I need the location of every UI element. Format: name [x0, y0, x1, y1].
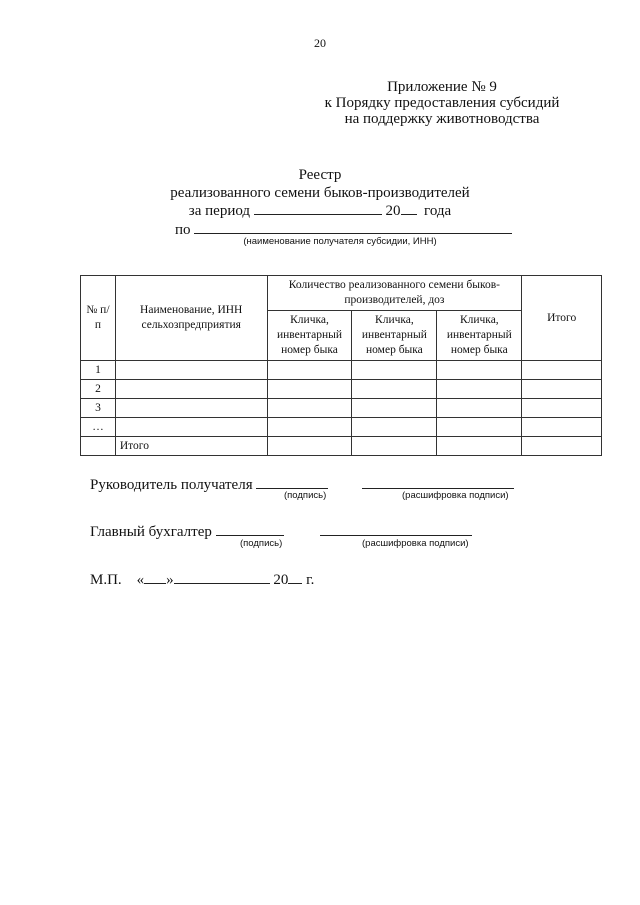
table-cell[interactable]: [267, 399, 352, 418]
accountant-decode-blank[interactable]: [320, 522, 472, 536]
sub-col-header: Кличка, инвентарный номер быка: [437, 311, 522, 361]
period-year: 20: [385, 203, 401, 219]
appendix-line-1: Приложение № 9: [387, 79, 497, 95]
table-cell[interactable]: [437, 361, 522, 380]
date-year-blank[interactable]: [288, 570, 302, 584]
table-cell[interactable]: [352, 380, 437, 399]
table-cell[interactable]: [267, 380, 352, 399]
table-cell[interactable]: [352, 361, 437, 380]
col-name-header: Наименование, ИНН сельхозпредприятия: [115, 276, 267, 361]
title-line-2: реализованного семени быков-производителей: [170, 185, 470, 201]
period-suffix: года: [424, 203, 452, 219]
appendix-line-2: к Порядку предоставления субсидий: [324, 95, 560, 111]
registry-table: [80, 275, 602, 456]
table-cell[interactable]: [522, 418, 602, 437]
head-sign-caption: (подпись): [284, 490, 327, 501]
head-decode-caption: (расшифровка подписи): [402, 490, 509, 501]
table-cell[interactable]: [115, 361, 267, 380]
accountant-decode-caption: (расшифровка подписи): [362, 538, 469, 549]
sub-col-header: Кличка, инвентарный номер быка: [267, 311, 352, 361]
period-line: [0, 201, 640, 220]
head-label: Руководитель получателя: [90, 477, 253, 493]
date-open-quote: «: [136, 572, 145, 588]
total-label: Итого: [115, 437, 267, 456]
table-cell[interactable]: [352, 437, 437, 456]
table-cell[interactable]: [522, 399, 602, 418]
appendix-line-3: на поддержку животноводства: [344, 111, 540, 127]
sub-col-header: Кличка, инвентарный номер быка: [352, 311, 437, 361]
table-cell[interactable]: [437, 380, 522, 399]
page-number: 20: [314, 36, 326, 50]
appendix-header: [282, 79, 602, 127]
date-day-blank[interactable]: [144, 570, 166, 584]
col-group-header: Количество реализованного семени быков-производителей, доз: [267, 276, 522, 311]
table-cell[interactable]: [437, 418, 522, 437]
date-month-blank[interactable]: [174, 570, 270, 584]
table-row: [81, 399, 602, 418]
table-row: [81, 418, 602, 437]
table-cell[interactable]: [522, 437, 602, 456]
table-cell[interactable]: [352, 418, 437, 437]
date-year: 20: [273, 572, 289, 588]
accountant-label: Главный бухгалтер: [90, 524, 212, 540]
recipient-prefix: по: [175, 222, 191, 238]
stamp-label: М.П.: [90, 572, 122, 588]
table-cell[interactable]: [115, 418, 267, 437]
table-row: [81, 361, 602, 380]
col-total-header: Итого: [522, 276, 602, 361]
accountant-sign-caption: (подпись): [240, 538, 283, 549]
row-number: …: [81, 418, 116, 437]
table-cell[interactable]: [115, 399, 267, 418]
table-cell[interactable]: [115, 380, 267, 399]
stamp-date-row: [90, 570, 314, 589]
table-row: [81, 380, 602, 399]
recipient-caption: (наименование получателя субсидии, ИНН): [243, 236, 437, 247]
head-decode-blank[interactable]: [362, 475, 514, 489]
table-cell[interactable]: [522, 380, 602, 399]
table-cell[interactable]: [267, 418, 352, 437]
date-suffix: г.: [306, 572, 315, 588]
row-number: 1: [81, 361, 116, 380]
period-year-blank[interactable]: [401, 201, 417, 215]
table-cell[interactable]: [437, 399, 522, 418]
row-number: 3: [81, 399, 116, 418]
table-cell: [81, 437, 116, 456]
title-line-1: Реестр: [298, 167, 342, 183]
col-num-header: № п/п: [81, 276, 116, 361]
period-prefix: за период: [188, 203, 251, 219]
row-number: 2: [81, 380, 116, 399]
table-cell[interactable]: [522, 361, 602, 380]
head-signature-blank[interactable]: [256, 475, 328, 489]
date-close-quote: »: [166, 572, 174, 588]
recipient-blank[interactable]: [194, 220, 512, 234]
table-cell[interactable]: [267, 437, 352, 456]
document-title: [0, 166, 640, 202]
period-blank[interactable]: [254, 201, 382, 215]
accountant-signature-blank[interactable]: [216, 522, 284, 536]
table-cell[interactable]: [437, 437, 522, 456]
total-row: [81, 437, 602, 456]
table-cell[interactable]: [352, 399, 437, 418]
table-cell[interactable]: [267, 361, 352, 380]
